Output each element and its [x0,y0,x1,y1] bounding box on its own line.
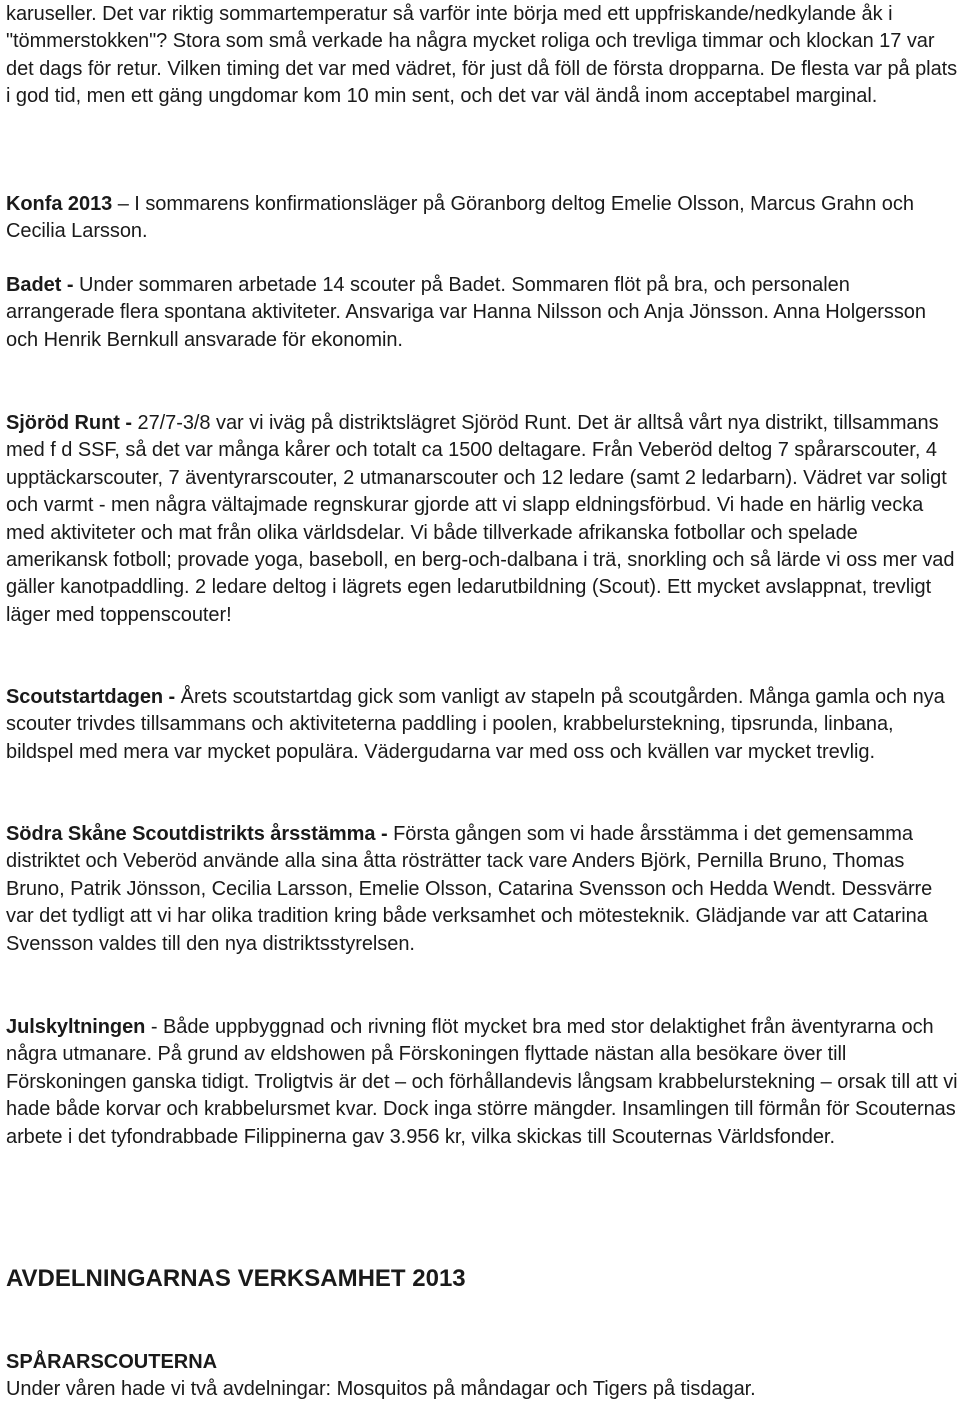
paragraph-konfa [6,191,958,246]
paragraph-konfa-text: – I sommarens konfirmationsläger på Göranborg deltog Emelie Olsson, Marcus Grahn och Cecilia Larsson. [6,193,914,243]
paragraph-sjorod-runt-text: 27/7-3/8 var vi iväg på distriktslägret Sjöröd Runt. Det är alltså vårt nya distrikt, tillsammans med f d SSF, så det var många kårer och totalt ca 1500 deltagare. Från Veberöd deltog 7 spårarscouter, 4 upptäckarscouter, 7 äventyrarscouter, 2 utmanarscouter och 12 ledare (samt 2 ledarbarn). Vädret var soligt och varmt - men några vältajmade regnskurar gjorde att vi slapp eldningsförbud. Vi hade en härlig vecka med aktiviteter och mat från olika världsdelar. Vi både tillverkade afrikanska fotbollar och spelade amerikansk fotboll; provade yoga, baseboll, en berg-och-dalbana i trä, snorkling och så lärde vi oss mer vad gäller kanotpaddling. 2 ledare deltog i lägrets egen ledarutbildning (Scout). Ett mycket avslappnat, trevligt läger med toppenscouter! [6,412,955,626]
paragraph-arsstamma-text: Första gången som vi hade årsstämma i det gemensamma distriktet och Veberöd använde alla sina åtta rösträtter tack vare Anders Björk, Pernilla Bruno, Thomas Bruno, Patrik Jönsson, Cecilia Larsson, Emelie Olsson, Catarina Svensson och Hedda Wendt. Dessvärre var det tydligt att vi har olika tradition kring både verksamhet och mötesteknik. Glädjande var att Catarina Svensson valdes till den nya distriktsstyrelsen. [6,823,933,955]
paragraph-badet-lead: Badet - [6,274,74,296]
paragraph-julskyltningen-lead: Julskyltningen [6,1016,146,1038]
paragraph-sparar-intro: Under våren hade vi två avdelningar: Mosquitos på måndagar och Tigers på tisdagar. [6,1378,756,1400]
subsection-heading: SPÅRARSCOUTERNA [6,1351,218,1373]
section-heading: AVDELNINGARNAS VERKSAMHET 2013 [6,1265,466,1292]
paragraph-julskyltningen [6,1014,958,1151]
paragraph-intro [6,1,958,111]
paragraph-sjorod-runt [6,410,958,629]
paragraph-sjorod-runt-lead: Sjöröd Runt - [6,412,132,434]
paragraph-konfa-lead: Konfa 2013 [6,193,113,215]
paragraph-scoutstartdagen-lead: Scoutstartdagen - [6,686,176,708]
paragraph-badet [6,272,958,354]
paragraph-badet-text: Under sommaren arbetade 14 scouter på Badet. Sommaren flöt på bra, och personalen arrangerade flera spontana aktiviteter. Ansvariga var Hanna Nilsson och Anja Jönsson. Anna Holgersson och Henrik Bernkull ansvarade för ekonomin. [6,274,926,351]
paragraph-scoutstartdagen-text: Årets scoutstartdag gick som vanligt av stapeln på scoutgården. Många gamla och nya scouter trivdes tillsammans och aktiviteterna paddling i poolen, krabbelurstekning, tipsrunda, linbana, bildspel med mera var mycket populära. Vädergudarna var med oss och kvällen var mycket trevlig. [6,686,945,763]
paragraph-julskyltningen-text: - Både uppbyggnad och rivning flöt mycket bra med stor delaktighet från äventyrarna och några utmanare. På grund av eldshowen på Förskoningen flyttade nästan alla besökare över till Förskoningen ganska tidigt. Troligtvis är det – och förhållandevis långsam krabbelurstekning – orsak till att vi hade både korvar och krabbelursmet kvar. Dock inga större mängder. Insamlingen till förmån för Scouternas arbete i det tyfondrabbade Filippinerna gav 3.956 kr, vilka skickas till Scouternas Världsfonder. [6,1016,958,1148]
paragraph-arsstamma-lead: Södra Skåne Scoutdistrikts årsstämma - [6,823,388,845]
paragraph-arsstamma [6,821,958,958]
paragraph-intro-text: karuseller. Det var riktig sommartemperatur så varför inte börja med ett uppfriskande/nedkylande åk i "tömmerstokken"? Stora som små verkade ha några mycket roliga och trevliga timmar och klockan 17 var det dags för retur. Vilken timing det var med vädret, för just då föll de första dropparna. De flesta var på plats i god tid, men ett gäng ungdomar kom 10 min sent, och det var väl ändå inom acceptabel marginal. [6,3,958,108]
paragraph-scoutstartdagen [6,684,958,766]
